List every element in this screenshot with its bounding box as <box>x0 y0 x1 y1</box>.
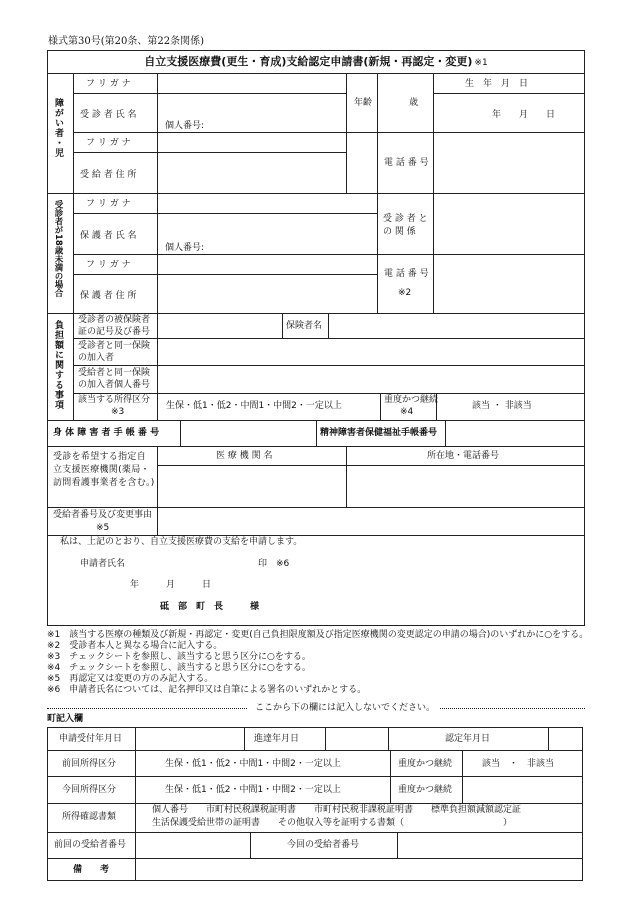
prev-income-label: 前回所得区分 <box>62 759 117 769</box>
insurer-label: 保険者名 <box>286 321 323 331</box>
birth-date: 年 月 日 <box>492 110 556 120</box>
declaration-text: 私は、上記のとおり、自立支援医療費の支給を申請します。 <box>60 537 303 547</box>
note-6: ※6 申請者氏名については、記名押印又は自筆による署名のいずれかとする。 <box>47 685 367 695</box>
guardian-section-label: 受診者が18歳未満の場合 <box>53 200 63 297</box>
cur-income-options: 生保・低1・低2・中間1・中間2・一定以上 <box>165 785 341 795</box>
guardian-address-furigana-label: フ リ ガ ナ <box>86 260 131 270</box>
patient-mynumber-label: 個人番号: <box>165 121 205 131</box>
recipient-number-label: 受給者番号及び変更事由 <box>53 510 153 520</box>
guardian-phone-note: ※2 <box>398 288 412 298</box>
patient-furigana-label: フ リ ガ ナ <box>86 79 131 89</box>
note-2: ※2 受診者本人と異なる場合に記入する。 <box>47 641 223 651</box>
remarks-label: 備 考 <box>73 865 110 875</box>
relation-label: 受 診 者 と の 関 係 <box>383 214 428 237</box>
approval-date-label: 認定年月日 <box>445 734 491 744</box>
prev-recipient-number-label: 前回の受給者番号 <box>54 840 127 850</box>
applicant-name-label: 申請者氏名 <box>80 559 126 569</box>
prev-income-options: 生保・低1・低2・中間1・中間2・一定以上 <box>165 759 341 769</box>
income-category-options: 生保・低1・低2・中間1・中間2・一定以上 <box>166 401 342 411</box>
patient-name-label: 受 診 者 氏 名 <box>80 110 137 120</box>
progress-date-label: 進達年月日 <box>254 734 300 744</box>
docs-line-2: 生活保護受給世帯の証明書 その他収入等を証明する書類（ ） <box>152 818 513 828</box>
age-label: 年齢 <box>354 98 373 108</box>
guardian-address-label: 保 護 者 住 所 <box>80 291 137 301</box>
patient-address-label: 受 給 者 住 所 <box>80 170 137 180</box>
institution-label: 受診を希望する指定自立支援医療機関(薬局・訪問看護事業者を含む。) <box>53 452 155 488</box>
institution-name-header: 医 療 機 関 名 <box>216 451 273 461</box>
note-1: ※1 該当する医療の種類及び新規・再認定・変更(自己負担限度額及び指定医療機関の変更認定の申請の場合)のいずれかに○をする。 <box>47 630 589 640</box>
heavy-continuous-note: ※4 <box>400 407 414 417</box>
guardian-phone-label: 電 話 番 号 <box>384 269 429 279</box>
guardian-furigana-label: フ リ ガ ナ <box>86 199 131 209</box>
prev-heavy-options: 該当 ・ 非該当 <box>482 759 555 769</box>
guardian-mynumber-label: 個人番号: <box>165 243 205 253</box>
same-insurance-label: 受診者と同一保険の加入者 <box>78 341 151 363</box>
note-5: ※5 再認定又は変更の方のみ記入する。 <box>47 674 214 684</box>
same-insurance-mynumber-label: 受給者と同一保険の加入者個人番号 <box>78 368 151 390</box>
age-unit: 歳 <box>409 98 419 108</box>
institution-address-header: 所在地・電話番号 <box>427 451 500 461</box>
cur-income-label: 今回所得区分 <box>62 785 117 795</box>
income-category-label: 該当する所得区分 <box>78 395 151 405</box>
patient-address-furigana-label: フ リ ガ ナ <box>86 138 131 148</box>
heavy-continuous-options: 該当 ・ 非該当 <box>472 401 532 411</box>
seal-mark: 印 ※6 <box>258 559 290 569</box>
cut-line-text: ここから下の欄には記入しないでください。 <box>255 703 436 713</box>
note-3: ※3 チェックシートを参照し、該当すると思う区分に○をする。 <box>47 652 311 662</box>
form-number: 様式第30号(第20条、第22条関係) <box>48 36 204 47</box>
patient-section-label: 障がい者・児 <box>53 98 63 158</box>
docs-line-1: 個人番号 市町村民税課税証明書 市町村民税非課税証明書 標準負担額減額認定証 <box>152 805 522 815</box>
recipient-number-note: ※5 <box>96 523 110 533</box>
income-category-note: ※3 <box>111 407 125 417</box>
prev-heavy-label: 重度かつ継続 <box>398 759 453 769</box>
burden-section-label: 負担額に関する事項 <box>53 320 63 410</box>
application-date: 年 月 日 <box>130 580 212 590</box>
birth-header: 生 年 月 日 <box>465 79 529 89</box>
insurance-card-label: 受診者の被保険者証の記号及び番号 <box>78 315 151 337</box>
docs-label: 所得確認書類 <box>62 812 117 822</box>
mental-handbook-label: 精神障害者保健福祉手帳番号 <box>320 428 438 438</box>
note-4: ※4 チェックシートを参照し、該当すると思う区分に○をする。 <box>47 663 311 673</box>
patient-phone-label: 電 話 番 号 <box>384 158 429 168</box>
office-use-label: 町記入欄 <box>47 714 84 724</box>
addressee: 砥 部 町 長 様 <box>160 602 260 612</box>
cur-recipient-number-label: 今回の受給者番号 <box>287 840 360 850</box>
heavy-continuous-label: 重度かつ継続 <box>384 395 439 405</box>
guardian-name-label: 保 護 者 氏 名 <box>80 231 137 241</box>
form-title: 自立支援医療費(更生・育成)支給認定申請書(新規・再認定・変更) ※1 <box>144 55 488 68</box>
receipt-date-label: 申請受付年月日 <box>59 734 123 744</box>
physical-handbook-label: 身 体 障 害 者 手 帳 番 号 <box>53 428 160 438</box>
cur-heavy-label: 重度かつ継続 <box>398 785 453 795</box>
